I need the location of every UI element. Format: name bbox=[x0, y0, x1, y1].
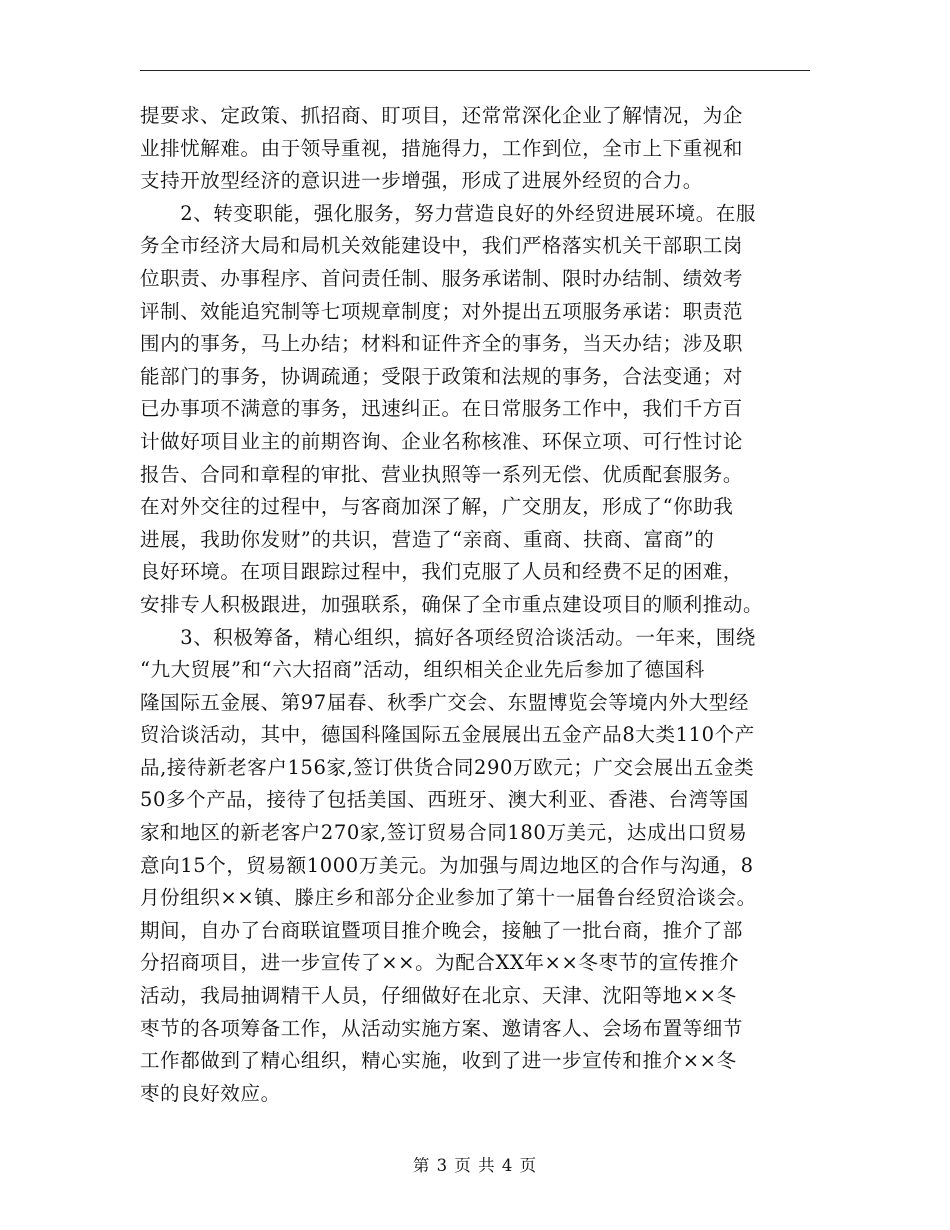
text-line: 2、转变职能，强化服务，努力营造良好的外经贸进展环境。在服 bbox=[140, 201, 757, 225]
text-line: 意向15个，贸易额1000万美元。为加强与周边地区的合作与沟通，8 bbox=[140, 853, 754, 877]
text-line: 位职责、办事程序、首问责任制、服务承诺制、限时办结制、绩效考 bbox=[140, 266, 744, 290]
text-line: 枣的良好效应。 bbox=[140, 1081, 281, 1105]
text-line: 业排忧解难。由于领导重视，措施得力，工作到位，全市上下重视和 bbox=[140, 136, 744, 160]
text-line: 能部门的事务，协调疏通；受限于政策和法规的事务，合法变通；对 bbox=[140, 364, 744, 388]
body-text bbox=[140, 100, 820, 1110]
text-line: 家和地区的新老客户270家,签订贸易合同180万美元，达成出口贸易 bbox=[140, 821, 748, 845]
text-line: 50多个产品，接待了包括美国、西班牙、澳大利亚、香港、台湾等国 bbox=[140, 788, 749, 812]
text-line: 提要求、定政策、抓招商、盯项目，还常常深化企业了解情况，为企 bbox=[140, 104, 744, 127]
text-line: 安排专人积极跟进，加强联系，确保了全市重点建设项目的顺利推动。 bbox=[140, 592, 764, 616]
text-line: 活动，我局抽调精干人员，仔细做好在北京、天津、沈阳等地××冬 bbox=[140, 984, 737, 1008]
text-line: 贸洽谈活动，其中，德国科隆国际五金展展出五金产品8大类110个产 bbox=[140, 723, 755, 747]
text-line: “九大贸展”和“六大招商”活动，组织相关企业先后参加了德国科 bbox=[140, 658, 705, 682]
text-line: 期间，自办了台商联谊暨项目推介晚会，接触了一批台商，推介了部 bbox=[140, 918, 744, 942]
text-line: 进展，我助你发财”的共识，营造了“亲商、重商、扶商、富商”的 bbox=[140, 527, 715, 551]
text-line: 支持开放型经济的意识进一步增强，形成了进展外经贸的合力。 bbox=[140, 169, 703, 193]
text-line: 月份组织××镇、滕庄乡和部分企业参加了第十一届鲁台经贸洽谈会。 bbox=[140, 886, 757, 910]
text-line: 隆国际五金展、第97届春、秋季广交会、东盟博览会等境内外大型经 bbox=[140, 690, 749, 714]
header-rule bbox=[140, 70, 810, 71]
text-line: 务全市经济大局和局机关效能建设中，我们严格落实机关干部职工岗 bbox=[140, 234, 744, 258]
page-number-footer: 第 3 页 共 4 页 bbox=[412, 1156, 538, 1175]
text-line: 3、积极筹备，精心组织，搞好各项经贸洽谈活动。一年来，围绕 bbox=[140, 625, 757, 649]
text-line: 围内的事务，马上办结；材料和证件齐全的事务，当天办结；涉及职 bbox=[140, 332, 744, 356]
text-line: 报告、合同和章程的审批、营业执照等一系列无偿、优质配套服务。 bbox=[140, 462, 744, 486]
text-line: 计做好项目业主的前期咨询、企业名称核准、环保立项、可行性讨论 bbox=[140, 429, 744, 453]
text-line: 已办事项不满意的事务，迅速纠正。在日常服务工作中，我们千方百 bbox=[140, 397, 744, 421]
text-line: 分招商项目，进一步宣传了××。为配合XX年××冬枣节的宣传推介 bbox=[140, 951, 740, 975]
text-line: 工作都做到了精心组织，精心实施，收到了进一步宣传和推介××冬 bbox=[140, 1049, 737, 1073]
text-line: 枣节的各项筹备工作，从活动实施方案、邀请客人、会场布置等细节 bbox=[140, 1016, 744, 1040]
text-line: 品,接待新老客户156家,签订供货合同290万欧元；广交会展出五金类 bbox=[140, 755, 755, 779]
text-line: 在对外交往的过程中，与客商加深了解，广交朋友，形成了“你助我 bbox=[140, 495, 734, 519]
text-line: 良好环境。在项目跟踪过程中，我们克服了人员和经费不足的困难， bbox=[140, 560, 744, 584]
text-line: 评制、效能追究制等七项规章制度；对外提出五项服务承诺：职责范 bbox=[140, 299, 744, 323]
